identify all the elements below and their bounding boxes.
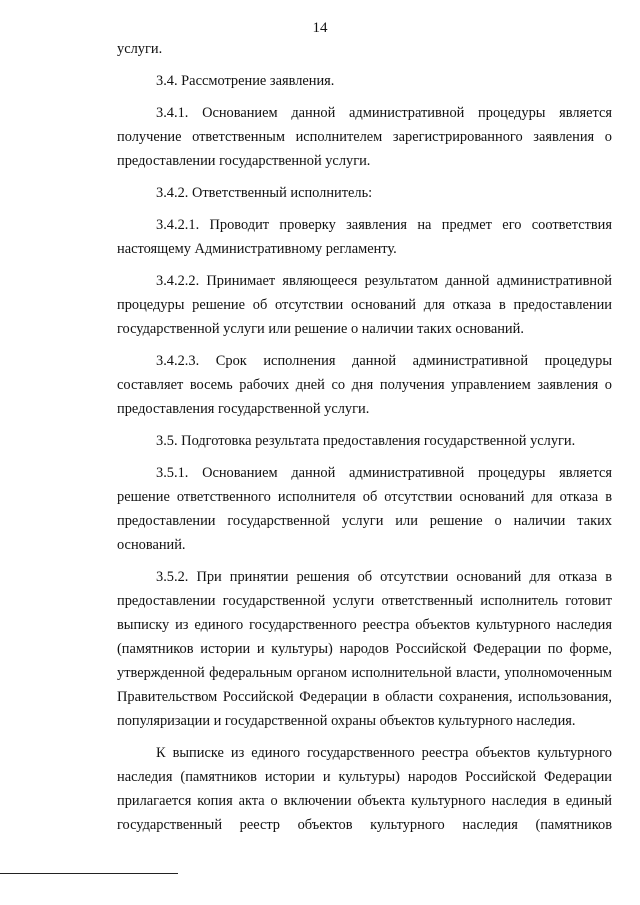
paragraph-p0: услуги.: [117, 41, 163, 57]
paragraph-p10: К выписке из единого государственного реестра объектов культурного наследия (памятников истории и культуры) народов Российской Федерации прилагается копия акта о включении объекта культурного наследия в единый государственный реестр объектов культурного наследия (памятников: [117, 745, 612, 833]
paragraph-p1: 3.4. Рассмотрение заявления.: [156, 73, 335, 89]
paragraph-p4: 3.4.2.1. Проводит проверку заявления на предмет его соответствия настоящему Административному регламенту.: [117, 217, 612, 257]
document-body: [117, 37, 612, 845]
paragraph-p5: 3.4.2.2. Принимает являющееся результатом данной административной процедуры решение об отсутствии оснований для отказа в предоставлении государственной услуги или решение о наличии таких оснований.: [117, 273, 612, 337]
paragraph-p3: 3.4.2. Ответственный исполнитель:: [156, 185, 373, 201]
paragraph-p8: 3.5.1. Основанием данной административной процедуры является решение ответственного исполнителя об отсутствии оснований для отказа в предоставлении государственной услуги или решение о наличии таких оснований.: [117, 465, 612, 553]
paragraph-p6: 3.4.2.3. Срок исполнения данной административной процедуры составляет восемь рабочих дней со дня получения управлением заявления о предоставления государственной услуги.: [117, 353, 612, 417]
paragraph-p9: 3.5.2. При принятии решения об отсутствии оснований для отказа в предоставлении государственной услуги ответственный исполнитель готовит выписку из единого государственного реестра объектов культурного наследия (памятников истории и культуры) народов Российской Федерации по форме, утвержденной федеральным органом исполнительной власти, уполномоченным Правительством Российской Федерации в области сохранения, использования, популяризации и государственной охраны объектов культурного наследия.: [117, 569, 612, 729]
page-number: 14: [312, 20, 328, 36]
paragraph-p7: 3.5. Подготовка результата предоставления государственной услуги.: [156, 433, 576, 449]
footnote-divider: [0, 873, 178, 874]
paragraph-p2: 3.4.1. Основанием данной административной процедуры является получение ответственным исполнителем зарегистрированного заявления о предоставлении государственной услуги.: [117, 105, 612, 169]
